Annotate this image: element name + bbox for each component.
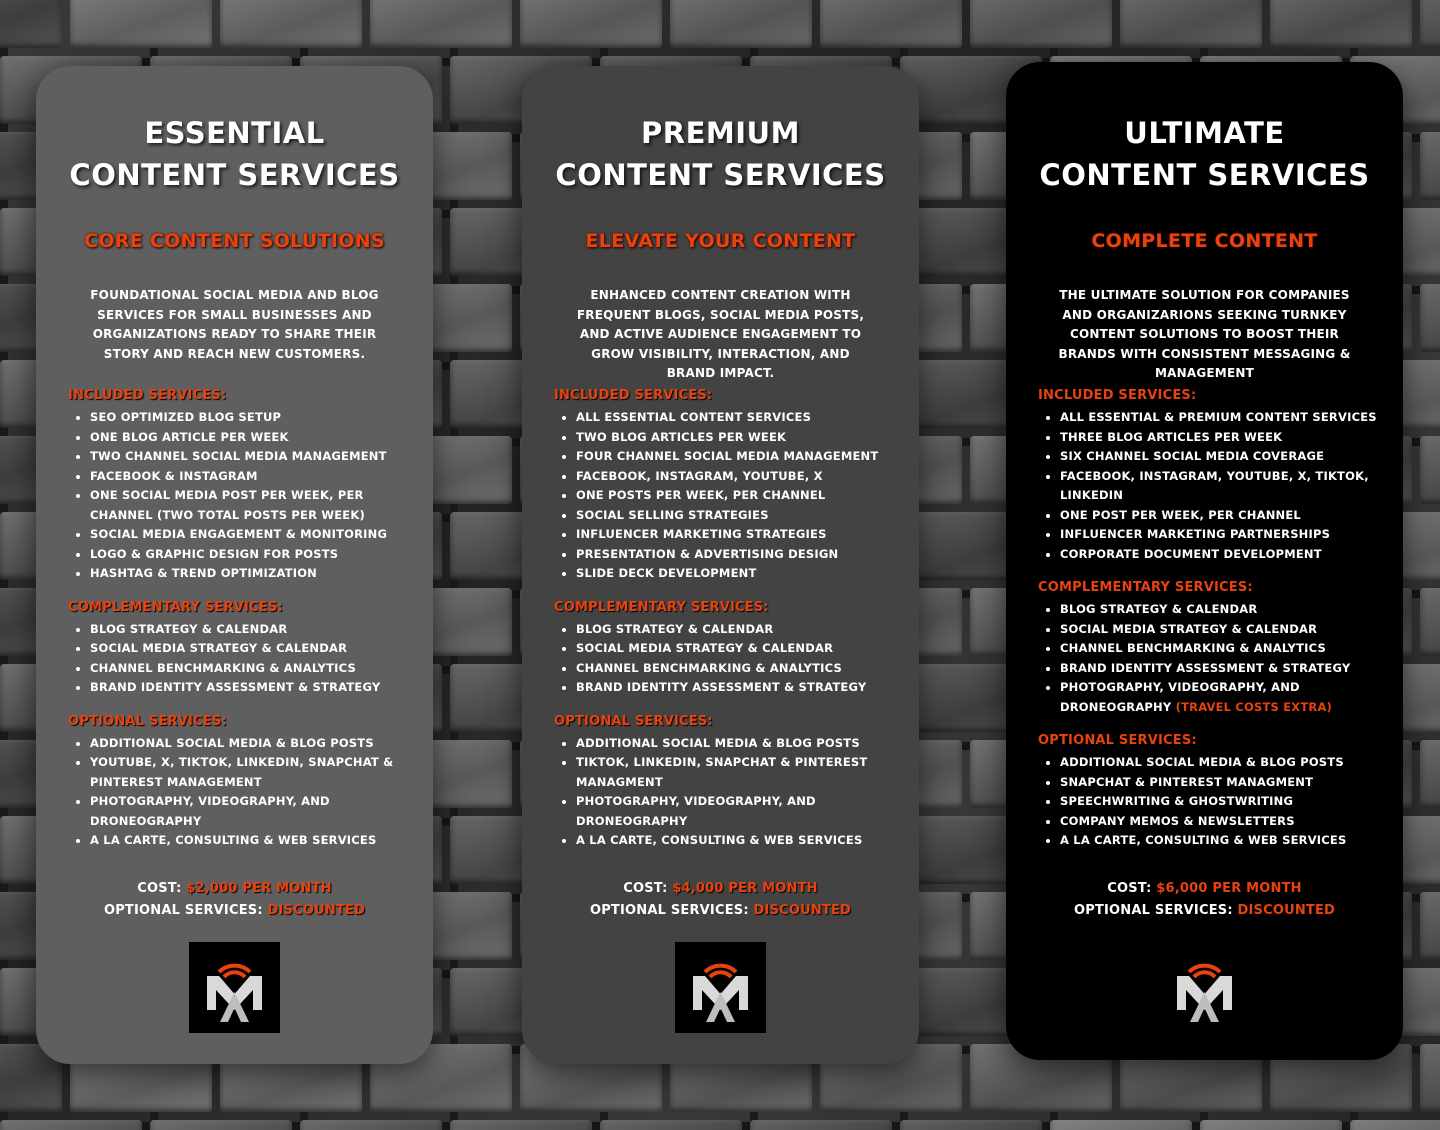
logo-graphic: [189, 942, 280, 1033]
cost-block: [36, 878, 433, 922]
list-item: • FACEBOOK, INSTAGRAM, YOUTUBE, X, TIKTOK, LINKEDIN: [1060, 467, 1383, 506]
list-item: • BRAND IDENTITY ASSESSMENT & STRATEGY: [576, 678, 899, 698]
list-item: • CHANNEL BENCHMARKING & ANALYTICS: [90, 659, 413, 679]
complementary-heading: COMPLEMENTARY SERVICES:: [554, 599, 769, 615]
list-item: • ONE POSTS PER WEEK, PER CHANNEL: [576, 486, 899, 506]
card-description: FOUNDATIONAL SOCIAL MEDIA AND BLOG SERVICES FOR SMALL BUSINESSES AND ORGANIZATIONS READY TO SHARE THEIR STORY AND REACH NEW CUSTOMERS.: [90, 288, 379, 361]
list-item: • TWO BLOG ARTICLES PER WEEK: [576, 428, 899, 448]
card-tagline: CORE CONTENT SOLUTIONS: [84, 230, 385, 252]
list-item: • PHOTOGRAPHY, VIDEOGRAPHY, AND DRONEOGRAPHY: [576, 792, 899, 831]
list-item: • A LA CARTE, CONSULTING & WEB SERVICES: [1060, 831, 1383, 851]
list-item: • ONE POST PER WEEK, PER CHANNEL: [1060, 506, 1383, 526]
brick: [1350, 1120, 1440, 1130]
complementary-list: [1038, 600, 1383, 717]
complementary-services: [68, 600, 413, 698]
complementary-list: [68, 620, 413, 698]
cost-value: $2,000 PER MONTH: [186, 881, 332, 896]
list-item: • CHANNEL BENCHMARKING & ANALYTICS: [576, 659, 899, 679]
brick: [150, 1120, 292, 1130]
list-item: • HASHTAG & TREND OPTIMIZATION: [90, 564, 413, 584]
brick: [1200, 1120, 1342, 1130]
mx-logo-icon: [1159, 942, 1250, 1033]
optional-heading: OPTIONAL SERVICES:: [68, 713, 227, 729]
card-title: ESSENTIAL CONTENT SERVICES: [69, 116, 400, 192]
included-list: [68, 408, 413, 584]
brick: [1420, 1044, 1440, 1112]
mx-logo-icon: [675, 942, 766, 1033]
brick-row: [0, 1120, 1440, 1130]
list-item: • SEO OPTIMIZED BLOG SETUP: [90, 408, 413, 428]
brick: [520, 0, 662, 48]
brick: [970, 0, 1112, 48]
list-item: • SOCIAL MEDIA STRATEGY & CALENDAR: [90, 639, 413, 659]
brick: [1420, 0, 1440, 48]
optional-value: DISCOUNTED: [753, 903, 852, 918]
list-item: • LOGO & GRAPHIC DESIGN FOR POSTS: [90, 545, 413, 565]
brick: [450, 1120, 592, 1130]
list-item: • SOCIAL MEDIA STRATEGY & CALENDAR: [576, 639, 899, 659]
complementary-services: [1038, 580, 1383, 717]
list-item: • ALL ESSENTIAL & PREMIUM CONTENT SERVICES: [1060, 408, 1383, 428]
brick: [1270, 0, 1412, 48]
optional-list: [68, 734, 413, 851]
list-item: • PHOTOGRAPHY, VIDEOGRAPHY, AND DRONEOGRAPHY (TRAVEL COSTS EXTRA): [1060, 678, 1383, 717]
brick: [670, 0, 812, 48]
brick: [0, 1120, 142, 1130]
list-item: • SIX CHANNEL SOCIAL MEDIA COVERAGE: [1060, 447, 1383, 467]
brick: [600, 1120, 742, 1130]
card-ultimate: [1006, 62, 1403, 1060]
logo-graphic: [1159, 942, 1250, 1033]
included-list: [554, 408, 899, 584]
list-item: • ONE BLOG ARTICLE PER WEEK: [90, 428, 413, 448]
included-heading: INCLUDED SERVICES:: [554, 388, 713, 403]
brick-row: [0, 0, 1440, 48]
complementary-list: [554, 620, 899, 698]
cost-value: $6,000 PER MONTH: [1156, 881, 1302, 896]
list-item: • TWO CHANNEL SOCIAL MEDIA MANAGEMENT: [90, 447, 413, 467]
list-item: • INFLUENCER MARKETING STRATEGIES: [576, 525, 899, 545]
list-item: • SNAPCHAT & PINTEREST MANAGMENT: [1060, 773, 1383, 793]
mx-logo-icon: [189, 942, 280, 1033]
card-description: ENHANCED CONTENT CREATION WITH FREQUENT BLOGS, SOCIAL MEDIA POSTS, AND ACTIVE AUDIENCE ENGAGEMENT TO GROW VISIBILITY, INTERACTION, AND BRAND IMPACT.: [576, 288, 865, 380]
optional-value: DISCOUNTED: [1237, 903, 1336, 918]
optional-list: [554, 734, 899, 851]
optional-services: [68, 714, 413, 851]
optional-heading: OPTIONAL SERVICES:: [554, 713, 713, 729]
list-item: • ALL ESSENTIAL CONTENT SERVICES: [576, 408, 899, 428]
brick: [1420, 740, 1440, 808]
list-item: • CHANNEL BENCHMARKING & ANALYTICS: [1060, 639, 1383, 659]
list-item: • ADDITIONAL SOCIAL MEDIA & BLOG POSTS: [90, 734, 413, 754]
list-item: • SPEECHWRITING & GHOSTWRITING: [1060, 792, 1383, 812]
cost-line: COST: $2,000 PER MONTH: [137, 881, 332, 896]
brick: [1120, 0, 1262, 48]
cost-block: [522, 878, 919, 922]
brick: [1050, 1120, 1192, 1130]
card-title: ULTIMATE CONTENT SERVICES: [1039, 116, 1370, 192]
list-item: • BLOG STRATEGY & CALENDAR: [576, 620, 899, 640]
card-tagline: COMPLETE CONTENT: [1091, 230, 1318, 252]
card-essential: [36, 66, 433, 1064]
brick: [370, 0, 512, 48]
list-item: • TIKTOK, LINKEDIN, SNAPCHAT & PINTEREST MANAGMENT: [576, 753, 899, 792]
list-item: • BRAND IDENTITY ASSESSMENT & STRATEGY: [1060, 659, 1383, 679]
list-item: • FOUR CHANNEL SOCIAL MEDIA MANAGEMENT: [576, 447, 899, 467]
list-item: • SOCIAL SELLING STRATEGIES: [576, 506, 899, 526]
cost-line: COST: $4,000 PER MONTH: [623, 881, 818, 896]
optional-services: [554, 714, 899, 851]
optional-value: DISCOUNTED: [267, 903, 366, 918]
list-item: • SOCIAL MEDIA ENGAGEMENT & MONITORING: [90, 525, 413, 545]
brick: [900, 1120, 1042, 1130]
list-item: • PRESENTATION & ADVERTISING DESIGN: [576, 545, 899, 565]
list-item: • A LA CARTE, CONSULTING & WEB SERVICES: [90, 831, 413, 851]
included-heading: INCLUDED SERVICES:: [68, 388, 227, 403]
optional-services: [1038, 733, 1383, 851]
service-sections: [1038, 388, 1383, 867]
brick: [0, 0, 62, 48]
list-item: • INFLUENCER MARKETING PARTNERSHIPS: [1060, 525, 1383, 545]
travel-costs-note: (TRAVEL COSTS EXTRA): [1175, 699, 1333, 714]
brick: [300, 1120, 442, 1130]
optional-line: OPTIONAL SERVICES: DISCOUNTED: [589, 903, 852, 918]
brick: [1420, 132, 1440, 200]
list-item: • CORPORATE DOCUMENT DEVELOPMENT: [1060, 545, 1383, 565]
list-item: • FACEBOOK, INSTAGRAM, YOUTUBE, X: [576, 467, 899, 487]
service-sections: [68, 388, 413, 867]
logo-graphic: [675, 942, 766, 1033]
optional-heading: OPTIONAL SERVICES:: [1038, 733, 1197, 748]
list-item: • ADDITIONAL SOCIAL MEDIA & BLOG POSTS: [576, 734, 899, 754]
brick: [1420, 436, 1440, 504]
list-item: • PHOTOGRAPHY, VIDEOGRAPHY, AND DRONEOGRAPHY: [90, 792, 413, 831]
list-item: • SOCIAL MEDIA STRATEGY & CALENDAR: [1060, 620, 1383, 640]
brick: [820, 0, 962, 48]
complementary-heading: COMPLEMENTARY SERVICES:: [68, 599, 283, 615]
cost-block: [1006, 878, 1403, 922]
included-services: [68, 388, 413, 584]
cost-value: $4,000 PER MONTH: [672, 881, 818, 896]
card-tagline: ELEVATE YOUR CONTENT: [585, 230, 856, 252]
included-services: [554, 388, 899, 584]
list-item: • THREE BLOG ARTICLES PER WEEK: [1060, 428, 1383, 448]
brick: [1420, 588, 1440, 656]
list-item: • BLOG STRATEGY & CALENDAR: [90, 620, 413, 640]
card-description: THE ULTIMATE SOLUTION FOR COMPANIES AND ORGANIZARIONS SEEKING TURNKEY CONTENT SOLUTIONS TO BOOST THEIR BRANDS WITH CONSISTENT MESSAGING & MANAGEMENT: [1058, 288, 1351, 380]
optional-line: OPTIONAL SERVICES: DISCOUNTED: [1073, 903, 1336, 918]
list-item: • SLIDE DECK DEVELOPMENT: [576, 564, 899, 584]
service-sections: [554, 388, 899, 867]
optional-list: [1038, 753, 1383, 851]
list-item: • ONE SOCIAL MEDIA POST PER WEEK, PER CHANNEL (TWO TOTAL POSTS PER WEEK): [90, 486, 413, 525]
brick: [750, 1120, 892, 1130]
complementary-services: [554, 600, 899, 698]
card-title: PREMIUM CONTENT SERVICES: [555, 116, 886, 192]
included-list: [1038, 408, 1383, 564]
optional-line: OPTIONAL SERVICES: DISCOUNTED: [103, 903, 366, 918]
included-heading: INCLUDED SERVICES:: [1038, 388, 1197, 403]
brick: [1420, 284, 1440, 352]
brick: [220, 0, 362, 48]
complementary-heading: COMPLEMENTARY SERVICES:: [1038, 580, 1253, 595]
list-item: • YOUTUBE, X, TIKTOK, LINKEDIN, SNAPCHAT & PINTEREST MANAGEMENT: [90, 753, 413, 792]
list-item: • COMPANY MEMOS & NEWSLETTERS: [1060, 812, 1383, 832]
cost-line: COST: $6,000 PER MONTH: [1107, 881, 1302, 896]
brick: [70, 0, 212, 48]
list-item: • FACEBOOK & INSTAGRAM: [90, 467, 413, 487]
list-item: • A LA CARTE, CONSULTING & WEB SERVICES: [576, 831, 899, 851]
card-premium: [522, 66, 919, 1064]
list-item: • ADDITIONAL SOCIAL MEDIA & BLOG POSTS: [1060, 753, 1383, 773]
included-services: [1038, 388, 1383, 564]
brick: [1420, 892, 1440, 960]
list-item: • BLOG STRATEGY & CALENDAR: [1060, 600, 1383, 620]
list-item: • BRAND IDENTITY ASSESSMENT & STRATEGY: [90, 678, 413, 698]
